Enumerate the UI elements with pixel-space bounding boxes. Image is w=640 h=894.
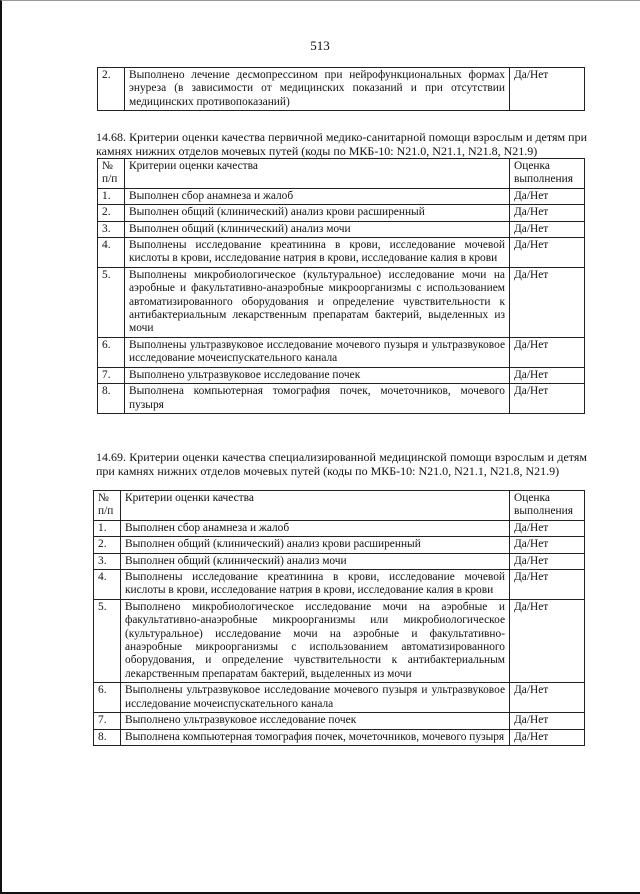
result-cell: Да/Нет: [510, 683, 585, 713]
criteria-table-14-69: [93, 490, 585, 746]
result-cell: Да/Нет: [510, 553, 585, 569]
column-header-number: № п/п: [94, 491, 121, 521]
result-cell: Да/Нет: [510, 729, 585, 745]
table-row: [98, 337, 585, 367]
page-number: 513: [310, 38, 330, 53]
result-cell: Да/Нет: [510, 68, 585, 111]
table-row: [98, 221, 585, 237]
criterion-text: Выполнен общий (клинический) анализ мочи: [125, 221, 510, 237]
table-row: [98, 68, 585, 111]
result-cell: Да/Нет: [510, 570, 585, 600]
result-cell: Да/Нет: [510, 337, 585, 367]
result-cell: Да/Нет: [510, 238, 585, 268]
criterion-text: Выполнены исследование креатинина в крови, исследование мочевой кислоты в крови, исследование натрия в крови, исследование калия в крови: [121, 570, 510, 600]
criterion-text: Выполнены микробиологическое (культуральное) исследование мочи на аэробные и факультативно-анаэробные микроорганизмы с использованием автоматизированного оборудования и определение чувствительности к антибактериальным лекарственным препаратам бактерий, выделенных из мочи: [125, 267, 510, 337]
criterion-text: Выполнены исследование креатинина в крови, исследование мочевой кислоты в крови, исследование натрия в крови, исследование калия в крови: [125, 238, 510, 268]
row-number: 2.: [98, 68, 125, 111]
result-cell: Да/Нет: [510, 384, 585, 414]
criterion-text: Выполнен общий (клинический) анализ крови расширенный: [121, 537, 510, 553]
criterion-text: Выполнен сбор анамнеза и жалоб: [121, 520, 510, 536]
top-criteria-table: [97, 67, 585, 111]
result-cell: Да/Нет: [510, 599, 585, 682]
section-heading-14-68: 14.68. Критерии оценки качества первичной медико-санитарной помощи взрослым и детям при камнях нижних отделов мочевых путей (коды по МКБ-10: N21.0, N21.1, N21.8, N21.9): [96, 130, 587, 158]
table-row: [94, 729, 585, 745]
result-cell: Да/Нет: [510, 713, 585, 729]
table-row: [94, 599, 585, 682]
section-heading-14-69: 14.69. Критерии оценки качества специализированной медицинской помощи взрослым и детям при камнях нижних отделов мочевых путей (коды по МКБ-10: N21.0, N21.1, N21.8, N21.9): [96, 450, 587, 478]
criterion-text: Выполнена компьютерная томография почек, мочеточников, мочевого пузыря: [121, 729, 510, 745]
result-cell: Да/Нет: [510, 221, 585, 237]
table-row: [94, 520, 585, 536]
result-cell: Да/Нет: [510, 367, 585, 383]
table-header-row: [94, 491, 585, 521]
criterion-text: Выполнены ультразвуковое исследование мочевого пузыря и ультразвуковое исследование мочеиспускательного канала: [125, 337, 510, 367]
table-row: [98, 188, 585, 204]
table-row: [98, 267, 585, 337]
row-number: 5.: [98, 267, 125, 337]
table-row: [94, 570, 585, 600]
criteria-table-14-68: [97, 158, 585, 414]
row-number: 4.: [94, 570, 121, 600]
criterion-text: Выполнено ультразвуковое исследование почек: [121, 713, 510, 729]
row-number: 8.: [98, 384, 125, 414]
row-number: 7.: [94, 713, 121, 729]
table-row: [98, 367, 585, 383]
row-number: 5.: [94, 599, 121, 682]
table-row: [98, 384, 585, 414]
result-cell: Да/Нет: [510, 520, 585, 536]
row-number: 2.: [94, 537, 121, 553]
criterion-text: Выполнен общий (клинический) анализ мочи: [121, 553, 510, 569]
result-cell: Да/Нет: [510, 267, 585, 337]
row-number: 8.: [94, 729, 121, 745]
result-cell: Да/Нет: [510, 537, 585, 553]
criterion-text: Выполнено микробиологическое исследование мочи на аэробные и факультативно-анаэробные микроорганизмы или микробиологическое (культуральное) исследование мочи на аэробные и факультативно-анаэробные микроорганизмы с использованием автоматизированного оборудования, и определение чувствительности к антибактериальным лекарственным препаратам бактерий, выделенных из мочи: [121, 599, 510, 682]
criterion-text: Выполнена компьютерная томография почек, мочеточников, мочевого пузыря: [125, 384, 510, 414]
row-number: 6.: [98, 337, 125, 367]
column-header-number: № п/п: [98, 159, 125, 189]
row-number: 7.: [98, 367, 125, 383]
table-row: [94, 713, 585, 729]
table-row: [98, 205, 585, 221]
table-row: [94, 537, 585, 553]
row-number: 6.: [94, 683, 121, 713]
column-header-criteria: Критерии оценки качества: [125, 159, 510, 189]
result-cell: Да/Нет: [510, 188, 585, 204]
row-number: 2.: [98, 205, 125, 221]
table-header-row: [98, 159, 585, 189]
criterion-text: Выполнены ультразвуковое исследование мочевого пузыря и ультразвуковое исследование мочеиспускательного канала: [121, 683, 510, 713]
row-number: 1.: [94, 520, 121, 536]
row-number: 4.: [98, 238, 125, 268]
criterion-text: Выполнено ультразвуковое исследование почек: [125, 367, 510, 383]
criterion-text: Выполнен сбор анамнеза и жалоб: [125, 188, 510, 204]
row-number: 3.: [98, 221, 125, 237]
row-number: 3.: [94, 553, 121, 569]
table-row: [94, 683, 585, 713]
criterion-text: Выполнено лечение десмопрессином при нейрофункциональных формах энуреза (в зависимости от медицинских показаний и при отсутствии медицинских противопоказаний): [125, 68, 510, 111]
column-header-result: Оценка выполнения: [510, 159, 585, 189]
row-number: 1.: [98, 188, 125, 204]
table-row: [98, 238, 585, 268]
column-header-criteria: Критерии оценки качества: [121, 491, 510, 521]
column-header-result: Оценка выполнения: [510, 491, 585, 521]
result-cell: Да/Нет: [510, 205, 585, 221]
table-row: [94, 553, 585, 569]
criterion-text: Выполнен общий (клинический) анализ крови расширенный: [125, 205, 510, 221]
